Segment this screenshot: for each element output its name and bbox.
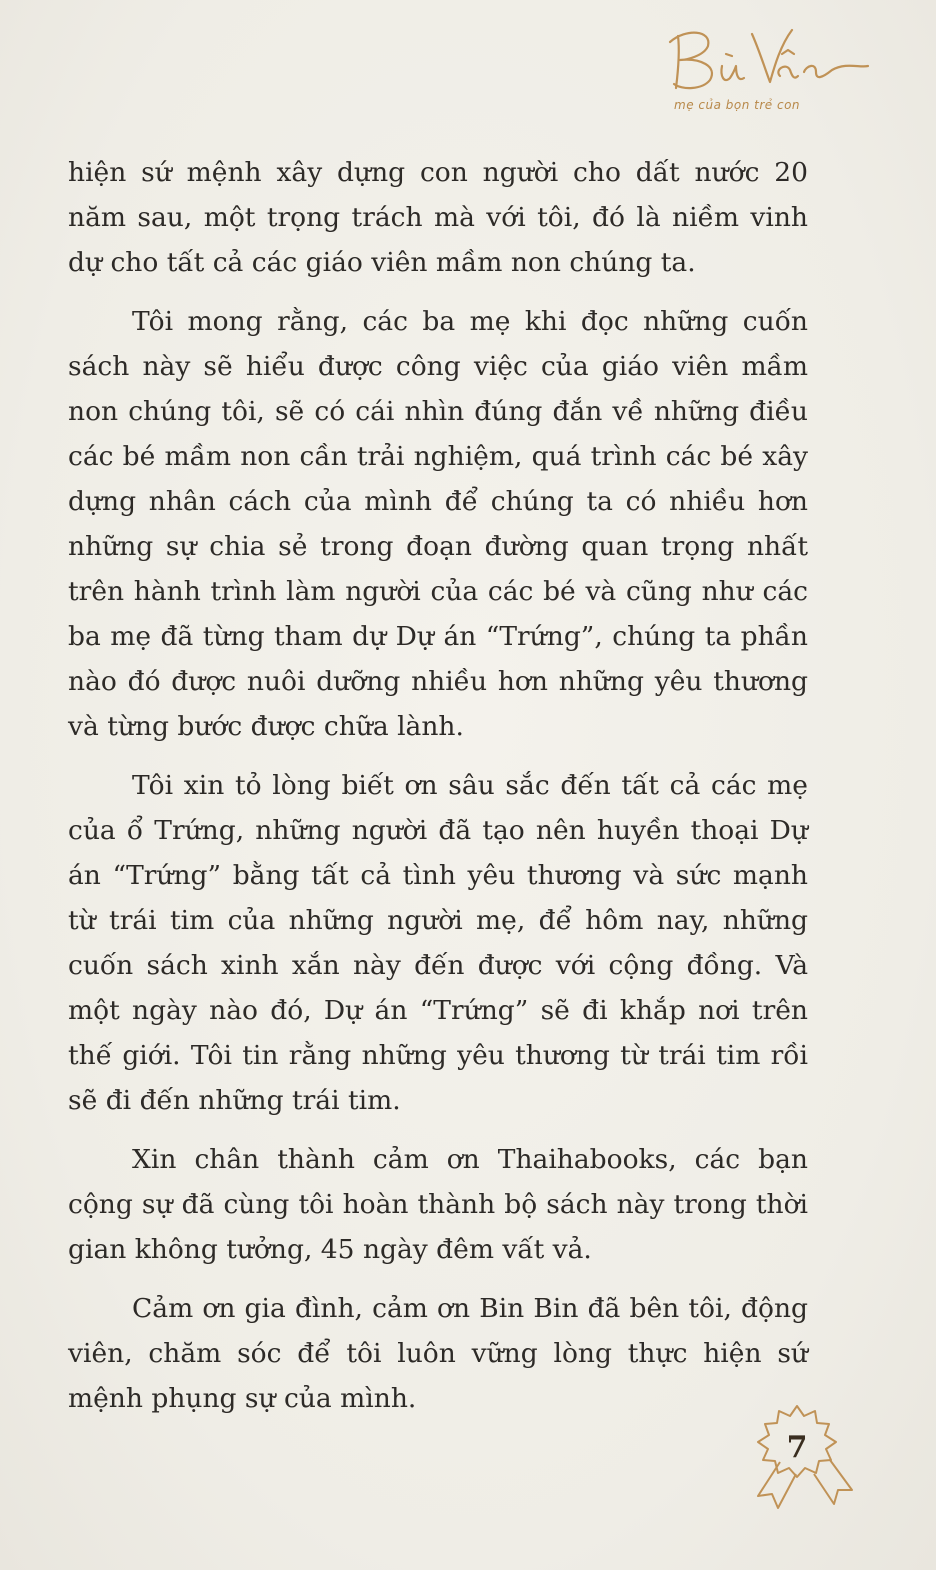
paragraph-1: hiện sứ mệnh xây dựng con người cho dất nước 20 năm sau, một trọng trách mà với tôi, đó là niềm vinh dự cho tất cả các giáo viên mầm non chúng ta.: [68, 157, 808, 278]
paragraph-5: Cảm ơn gia đình, cảm ơn Bin Bin đã bên tôi, động viên, chăm sóc để tôi luôn vững lòng thực hiện sứ mệnh phụng sự của mình.: [68, 1293, 808, 1414]
page-number: 7: [786, 1430, 808, 1465]
paragraph-3: Tôi xin tỏ lòng biết ơn sâu sắc đến tất cả các mẹ của ổ Trứng, những người đã tạo nên huyền thoại Dự án “Trứng” bằng tất cả tình yêu thương và sức mạnh từ trái tim của những người mẹ, để hôm nay, những cuốn sách xinh xắn này đến được với cộng đồng. Và một ngày nào đó, Dự án “Trứng” sẽ đi khắp nơi trên thế giới. Tôi tin rằng những yêu thương từ trái tim rồi sẽ đi đến những trái tim.: [68, 770, 808, 1116]
author-signature: [656, 22, 876, 122]
paragraph-4: Xin chân thành cảm ơn Thaihabooks, các bạn cộng sự đã cùng tôi hoàn thành bộ sách này trong thời gian không tưởng, 45 ngày đêm vất vả.: [68, 1144, 808, 1265]
body-text: [68, 150, 808, 1435]
page-number-badge: [752, 1400, 862, 1520]
signature-tagline: mẹ của bọn trẻ con: [674, 98, 801, 112]
paragraph-2: Tôi mong rằng, các ba mẹ khi đọc những cuốn sách này sẽ hiểu được công việc của giáo viên mầm non chúng tôi, sẽ có cái nhìn đúng đắn về những điều các bé mầm non cần trải nghiệm, quá trình các bé xây dựng nhân cách của mình để chúng ta có nhiều hơn những sự chia sẻ trong đoạn đường quan trọng nhất trên hành trình làm người của các bé và cũng như các ba mẹ đã từng tham dự Dự án “Trứng”, chúng ta phần nào đó được nuôi dưỡng nhiều hơn những yêu thương và từng bước được chữa lành.: [68, 306, 808, 742]
signature-name: [656, 22, 657, 23]
signature-script-icon: [656, 22, 876, 102]
